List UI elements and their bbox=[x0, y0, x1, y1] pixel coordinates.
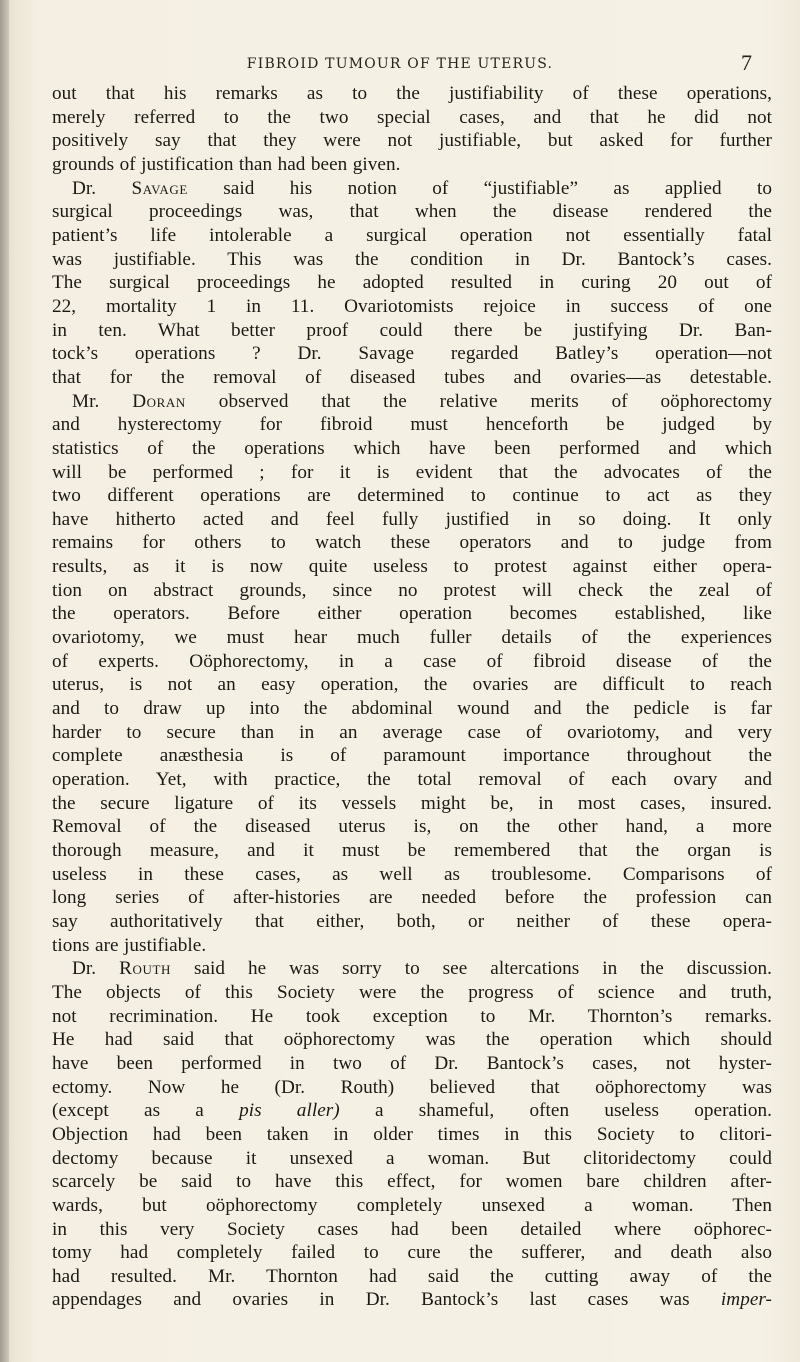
speaker-title: Dr. bbox=[72, 958, 97, 980]
text-line: had resulted. Mr. Thornton had said the cutting away of the bbox=[52, 1265, 772, 1287]
text-line: Objection had been taken in older times in this Society to clitori- bbox=[52, 1123, 772, 1145]
text-line: the secure ligature of its vessels might be, in most cases, insured. bbox=[52, 792, 772, 814]
speaker-name-savage: Savage bbox=[131, 177, 188, 199]
text-run: a shameful, often useless operation. bbox=[374, 1100, 773, 1122]
text-line: of experts. Oöphorectomy, in a case of fibroid disease of the bbox=[52, 650, 772, 672]
text-line: was justifiable. This was the condition in Dr. Bantock’s cases. bbox=[52, 248, 772, 270]
text-line-with-italic bbox=[52, 1099, 772, 1123]
text-line: remains for others to watch these operators and to judge from bbox=[52, 532, 772, 554]
body-text bbox=[52, 82, 772, 1312]
paragraph-savage-first-line bbox=[52, 177, 772, 201]
text-line: say authoritatively that either, both, or neither of these opera- bbox=[52, 910, 772, 932]
text-line: tock’s operations ? Dr. Savage regarded Batley’s operation—not bbox=[52, 343, 772, 365]
text-line: The surgical proceedings he adopted resulted in curing 20 out of bbox=[52, 272, 772, 294]
text-line: out that his remarks as to the justifiability of these operations, bbox=[52, 83, 772, 104]
speaker-title: Mr. bbox=[72, 390, 100, 412]
speaker-name-doran: Doran bbox=[132, 390, 186, 412]
text-line-with-italic bbox=[52, 1288, 772, 1312]
paragraph-routh-first-line bbox=[52, 957, 772, 981]
text-run: said his notion of “justifiable” as applied to bbox=[223, 177, 773, 199]
text-line: tomy had completely failed to cure the sufferer, and death also bbox=[52, 1242, 772, 1264]
text-line: dectomy because it unsexed a woman. But clitoridectomy could bbox=[52, 1147, 772, 1169]
page-number: 7 bbox=[741, 50, 752, 75]
text-line: positively say that they were not justifiable, but asked for further bbox=[52, 130, 772, 152]
text-line: tions are justifiable. bbox=[52, 934, 207, 956]
text-line: statistics of the operations which have been performed and which bbox=[52, 437, 772, 459]
text-run: appendages and ovaries in Dr. Bantock’s last cases was bbox=[52, 1289, 690, 1311]
text-line: not recrimination. He took exception to Mr. Thornton’s remarks. bbox=[52, 1005, 772, 1027]
text-line: ovariotomy, we must hear much fuller details of the experiences bbox=[52, 627, 772, 649]
text-line: Removal of the diseased uterus is, on the other hand, a more bbox=[52, 816, 772, 838]
text-line: grounds of justification than had been given. bbox=[52, 153, 401, 175]
text-line: scarcely be said to have this effect, for women bare children after- bbox=[52, 1171, 772, 1193]
binding-gutter bbox=[0, 0, 9, 1362]
text-line: surgical proceedings was, that when the disease rendered the bbox=[52, 201, 772, 223]
italic-word-imper: imper- bbox=[720, 1289, 772, 1311]
text-line: two different operations are determined to continue to act as they bbox=[52, 485, 772, 507]
text-line: wards, but oöphorectomy completely unsexed a woman. Then bbox=[52, 1194, 772, 1216]
text-line: operation. Yet, with practice, the total removal of each ovary and bbox=[52, 769, 772, 791]
text-line: that for the removal of diseased tubes and ovaries—as detestable. bbox=[52, 366, 772, 388]
text-line: patient’s life intolerable a surgical operation not essentially fatal bbox=[52, 224, 772, 246]
text-line: harder to secure than in an average case of ovariotomy, and very bbox=[52, 721, 772, 743]
text-line: in this very Society cases had been detailed where oöphorec- bbox=[52, 1218, 772, 1240]
text-line: results, as it is now quite useless to protest against either opera- bbox=[52, 556, 772, 578]
text-line: and to draw up into the abdominal wound and the pedicle is far bbox=[52, 698, 772, 720]
text-line: complete anæsthesia is of paramount importance throughout the bbox=[52, 745, 772, 767]
running-title: FIBROID TUMOUR OF THE UTERUS. bbox=[246, 56, 554, 72]
text-line: useless in these cases, as well as troublesome. Comparisons of bbox=[52, 863, 772, 885]
text-line: will be performed ; for it is evident that the advocates of the bbox=[52, 461, 772, 483]
text-line: The objects of this Society were the progress of science and truth, bbox=[52, 981, 772, 1003]
text-line: uterus, is not an easy operation, the ovaries are difficult to reach bbox=[52, 674, 772, 696]
speaker-title: Dr. bbox=[72, 177, 97, 199]
italic-phrase-pis-aller: pis aller) bbox=[239, 1100, 340, 1122]
text-line: tion on abstract grounds, since no protest will check the zeal of bbox=[52, 579, 772, 601]
text-run: observed that the relative merits of oöphorectomy bbox=[218, 390, 772, 412]
text-line: merely referred to the two special cases, and that he did not bbox=[52, 106, 772, 128]
text-line: and hysterectomy for fibroid must henceforth be judged by bbox=[52, 414, 772, 436]
paragraph-doran-first-line bbox=[52, 390, 772, 414]
text-line: 22, mortality 1 in 11. Ovariotomists rejoice in success of one bbox=[52, 295, 772, 317]
text-line: in ten. What better proof could there be justifying Dr. Ban- bbox=[52, 319, 772, 341]
text-line: the operators. Before either operation becomes established, like bbox=[52, 603, 772, 625]
text-run: (except as a bbox=[52, 1100, 204, 1122]
speaker-name-routh: Routh bbox=[119, 958, 171, 980]
text-line: long series of after-histories are needed before the profession can bbox=[52, 887, 772, 909]
text-run: said he was sorry to see altercations in the discussion. bbox=[193, 958, 773, 980]
text-line: thorough measure, and it must be remembered that the organ is bbox=[52, 840, 772, 861]
text-line: He had said that oöphorectomy was the operation which should bbox=[52, 1029, 772, 1051]
text-line: have hitherto acted and feel fully justified in so doing. It only bbox=[52, 508, 772, 530]
text-line: ectomy. Now he (Dr. Routh) believed that oöphorectomy was bbox=[52, 1076, 772, 1098]
text-line: have been performed in two of Dr. Bantock’s cases, not hyster- bbox=[52, 1052, 772, 1074]
